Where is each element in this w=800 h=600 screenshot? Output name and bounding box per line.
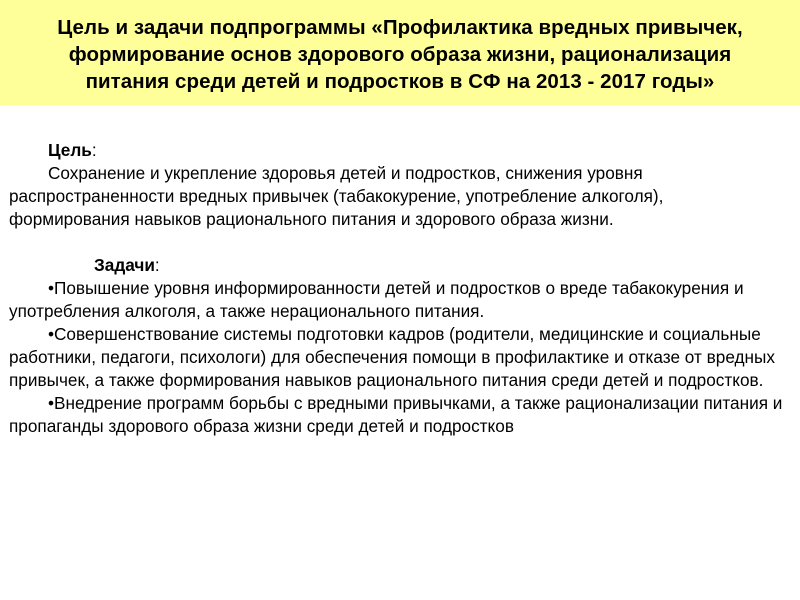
- title-bar: [0, 0, 800, 105]
- slide-body: [9, 139, 789, 438]
- task-item-3: •Внедрение программ борьбы с вредными привычками, а также рационализации питания и пропаганды здорового образа жизни среди детей и подростков: [9, 393, 783, 436]
- task-item-1: •Повышение уровня информированности детей и подростков о вреде табакокурения и употребления алкоголя, а также нерационального питания.: [9, 278, 744, 321]
- goal-heading: Цель: [48, 140, 92, 160]
- goal-heading-line: [9, 139, 789, 162]
- tasks-heading-colon: :: [154, 255, 160, 275]
- goal-heading-colon: :: [91, 140, 97, 160]
- tasks-heading: Задачи: [94, 255, 155, 275]
- spacer: [9, 231, 789, 254]
- tasks-heading-line: [9, 254, 789, 277]
- slide-title: Цель и задачи подпрограммы «Профилактика вредных привычек, формирование основ здорового образа жизни, рационализация питания среди детей и подростков в СФ на 2013 - 2017 годы»: [57, 16, 743, 93]
- task-item-2: •Совершенствование системы подготовки кадров (родители, медицинские и социальные работники, педагоги, психологи) для обеспечения помощи в профилактике и отказе от вредных привычек, а также формирования навыков рационального питания среди детей и подростков.: [9, 324, 775, 390]
- goal-text: Сохранение и укрепление здоровья детей и подростков, снижения уровня распространенности вредных привычек (табакокурение, употребление алкоголя), формирования навыков рационального питания и здорового образа жизни.: [9, 163, 664, 229]
